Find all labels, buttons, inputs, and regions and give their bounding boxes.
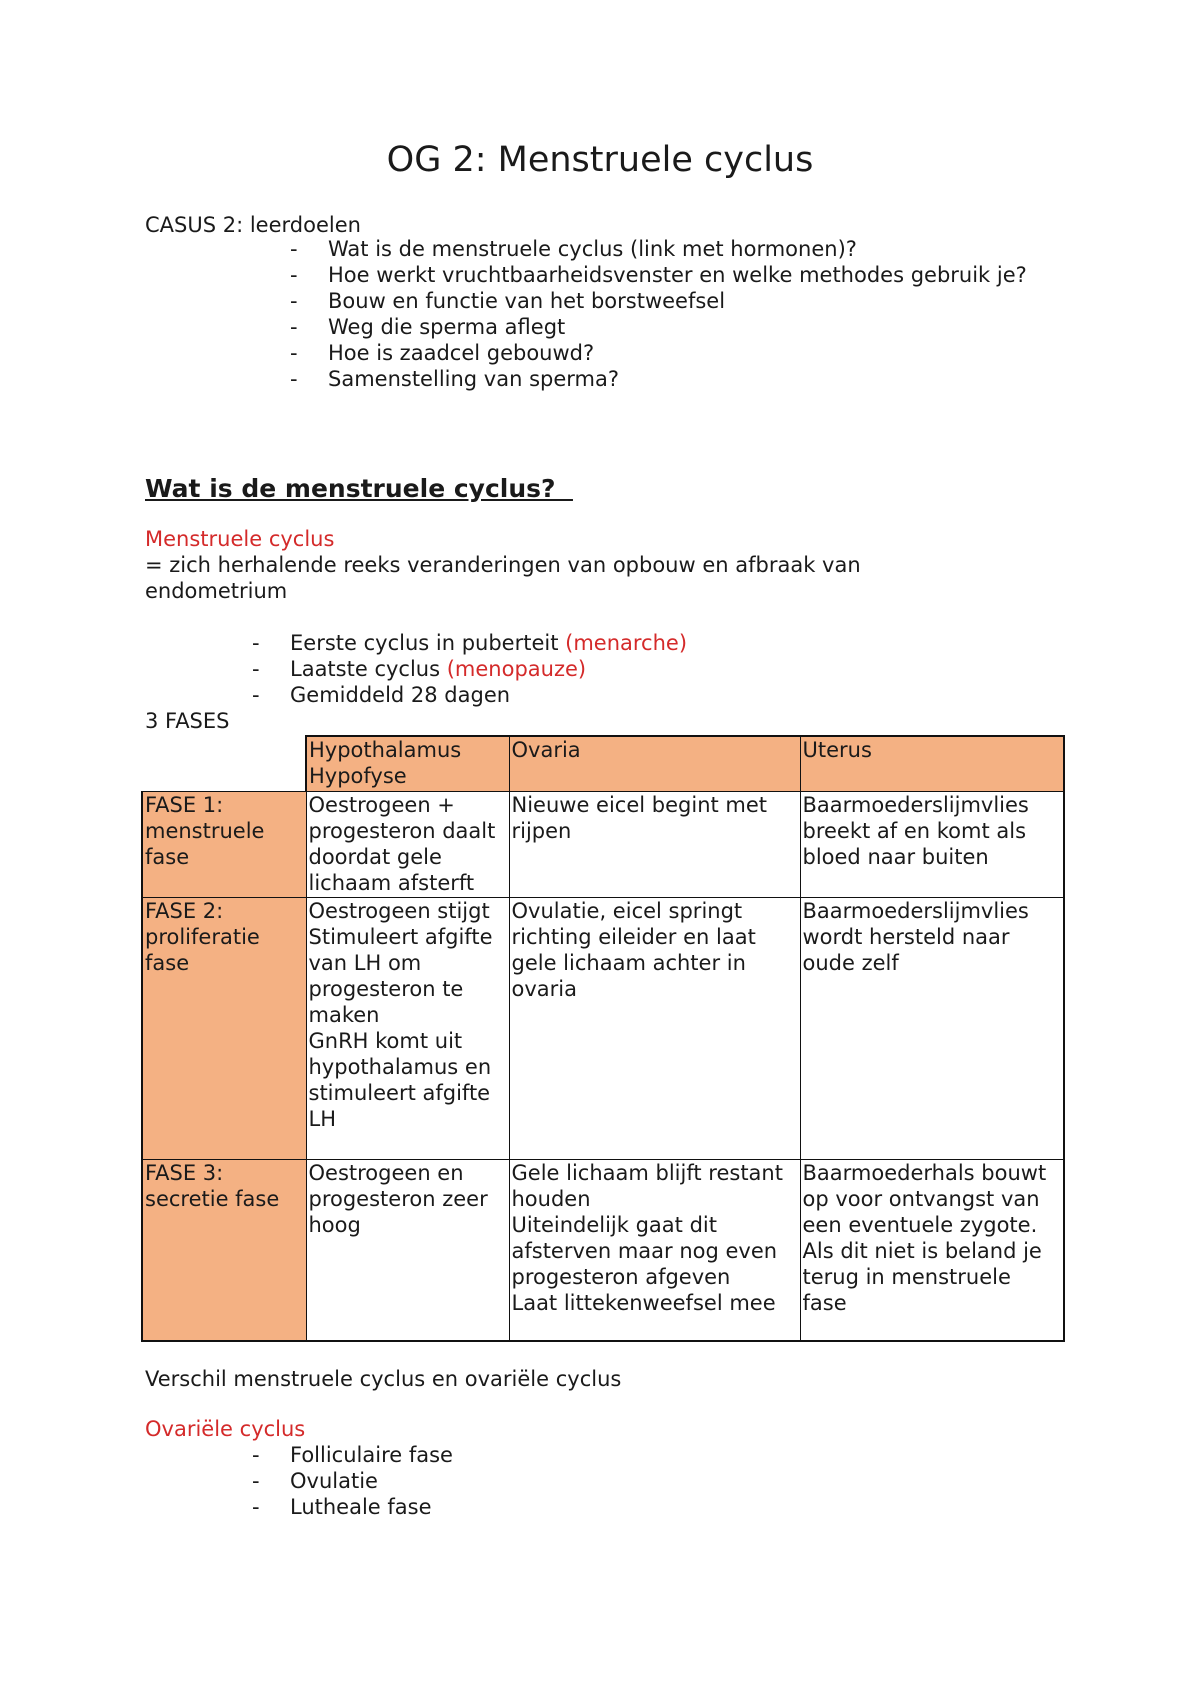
cell-line: Als dit niet is beland je terug in menstruele fase (802, 1238, 1042, 1315)
list-item (252, 1442, 952, 1468)
dash-bullet: - (290, 341, 298, 365)
goal-text: Hoe is zaadcel gebouwd? (328, 341, 595, 365)
cell-line: Stimuleert afgifte van LH om progesteron te maken (308, 924, 493, 1027)
header-uterus: Uterus (800, 736, 1064, 791)
ovarian-phase-text: Folliculaire fase (290, 1443, 453, 1467)
difference-text: Verschil menstruele cyclus en ovariële cyclus (145, 1367, 622, 1391)
cell-line: Laat littekenweefsel mee (511, 1290, 776, 1315)
dash-bullet: - (252, 1443, 260, 1467)
list-item (252, 682, 952, 708)
ovarian-phases-list (252, 1442, 952, 1520)
list-item (252, 1494, 952, 1520)
header-ovaria: Ovaria (509, 736, 800, 791)
dash-bullet: - (252, 657, 260, 681)
dash-bullet: - (290, 315, 298, 339)
definition-text: = zich herhalende reeks veranderingen van opbouw en afbraak van endometrium (145, 553, 861, 603)
dash-bullet: - (290, 367, 298, 391)
ovaria-cell (509, 897, 800, 1159)
hypothalamus-cell (306, 791, 509, 897)
uterus-cell (800, 791, 1064, 897)
list-item (290, 366, 1070, 392)
goal-text: Samenstelling van sperma? (328, 367, 620, 391)
ovarian-phase-text: Lutheale fase (290, 1495, 432, 1519)
hypothalamus-cell (306, 1159, 509, 1341)
ovaria-cell (509, 1159, 800, 1341)
cell-line: Baarmoederhals bouwt op voor ontvangst van een eventuele zygote. (802, 1160, 1047, 1237)
dash-bullet: - (252, 683, 260, 707)
list-item (290, 262, 1070, 288)
cycle-facts-list (252, 630, 952, 708)
fases-label: 3 FASES (145, 709, 230, 733)
fact-text: Eerste cyclus in puberteit (290, 631, 566, 655)
list-item (290, 236, 1070, 262)
goal-text: Bouw en functie van het borstweefsel (328, 289, 726, 313)
cell-line: Oestrogeen en progesteron zeer hoog (308, 1160, 488, 1237)
list-item (252, 630, 952, 656)
dash-bullet: - (252, 1469, 260, 1493)
goal-text: Weg die sperma aflegt (328, 315, 566, 339)
cell-line: Baarmoederslijmvlies wordt hersteld naar oude zelf (802, 898, 1029, 975)
list-item (290, 340, 1070, 366)
dash-bullet: - (252, 1495, 260, 1519)
section-heading: Wat is de menstruele cyclus? (145, 474, 573, 503)
dash-bullet: - (290, 289, 298, 313)
phase-cell: FASE 2: proliferatie fase (142, 897, 306, 1159)
table-row (142, 1159, 1064, 1341)
header-hypothalamus: Hypothalamus Hypofyse (306, 736, 509, 791)
cell-line: Oestrogeen + progesteron daalt doordat gele lichaam afsterft (308, 792, 496, 895)
cell-line: Oestrogeen stijgt (308, 898, 490, 923)
table-row (142, 791, 1064, 897)
cell-line: GnRH komt uit hypothalamus en stimuleert afgifte LH (308, 1028, 492, 1131)
goal-text: Hoe werkt vruchtbaarheidsvenster en welke methodes gebruik je? (328, 263, 1027, 287)
list-item (290, 288, 1070, 314)
uterus-cell (800, 1159, 1064, 1341)
fact-note: (menopauze) (446, 657, 587, 681)
ovarian-phase-text: Ovulatie (290, 1469, 378, 1493)
dash-bullet: - (290, 263, 298, 287)
hypothalamus-cell (306, 897, 509, 1159)
cell-line: Nieuwe eicel begint met rijpen (511, 792, 768, 843)
list-item (290, 314, 1070, 340)
table-corner-cell (142, 736, 306, 791)
cell-line: Ovulatie, eicel springt richting eileider en laat gele lichaam achter in ovaria (511, 898, 756, 1001)
list-item (252, 656, 952, 682)
learning-goals-list (290, 236, 1070, 392)
fact-text: Gemiddeld 28 dagen (290, 683, 511, 707)
document-title: OG 2: Menstruele cyclus (386, 140, 814, 180)
phases-table (141, 735, 1065, 1342)
list-item (252, 1468, 952, 1494)
fact-note: (menarche) (565, 631, 688, 655)
ovaria-cell (509, 791, 800, 897)
uterus-cell (800, 897, 1064, 1159)
casus-label: CASUS 2: leerdoelen (145, 213, 361, 237)
ovarian-term: Ovariële cyclus (145, 1417, 306, 1441)
cell-line: Uiteindelijk gaat dit afsterven maar nog even progesteron afgeven (511, 1212, 778, 1289)
fact-text: Laatste cyclus (290, 657, 447, 681)
cell-line: Baarmoederslijmvlies breekt af en komt als bloed naar buiten (802, 792, 1029, 869)
phase-cell: FASE 1: menstruele fase (142, 791, 306, 897)
table-header-row (142, 736, 1064, 791)
dash-bullet: - (290, 237, 298, 261)
definition-term: Menstruele cyclus (145, 527, 335, 551)
table-row (142, 897, 1064, 1159)
goal-text: Wat is de menstruele cyclus (link met hormonen)? (328, 237, 857, 261)
cell-line: Gele lichaam blijft restant houden (511, 1160, 783, 1211)
phase-cell: FASE 3: secretie fase (142, 1159, 306, 1341)
dash-bullet: - (252, 631, 260, 655)
